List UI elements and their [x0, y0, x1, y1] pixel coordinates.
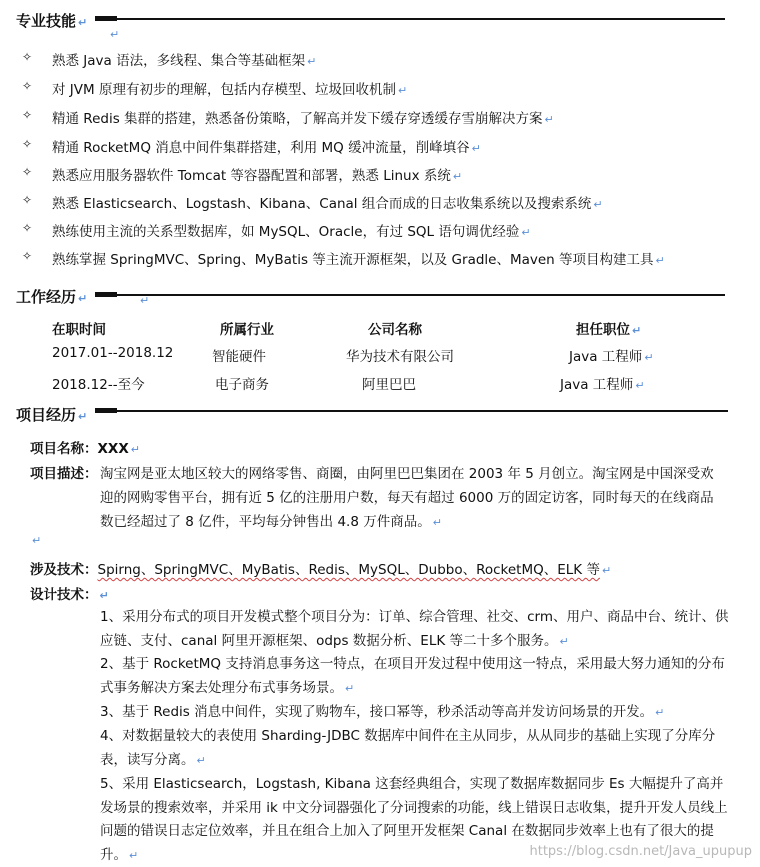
watermark: https://blog.csdn.net/Java_upupup — [529, 844, 752, 859]
return-mark: ↵ — [110, 28, 120, 41]
skill-item: 熟悉应用服务器软件 Tomcat 等容器配置和部署，熟悉 Linux 系统 ↵ — [52, 168, 463, 184]
design-item: 5、采用 Elasticsearch，Logstash, Kibana 这套经典组合，实现了数据库数据同步 Es 大幅提升了高并发场景的搜索效率，并采用 ik 中文分词器强化了分词搜索的功能，线上错误日志收集，提升开发人员线上问题的错误日志定位效率，并且在组合上加入了阿里开发框架 Canal 在数据同步效率上也有了很大的提升。 ↵ — [100, 776, 728, 863]
table-cell: Java 工程师 ↵ — [569, 349, 654, 365]
skill-item: 精通 Redis 集群的搭建，熟悉备份策略，了解高并发下缓存穿透缓存雪崩解决方案 ↵ — [52, 111, 554, 127]
table-header: 公司名称 — [368, 322, 422, 338]
project-desc-line: 淘宝网是亚太地区较大的网络零售、商圈，由阿里巴巴集团在 2003 年 5 月创立。淘宝网是中国深受欢 — [100, 466, 714, 482]
section-rule-skills — [95, 18, 725, 20]
section-title-skills: 专业技能 ↵ — [16, 12, 88, 30]
table-header: 所属行业 — [220, 322, 274, 338]
table-cell: 电子商务 — [215, 377, 269, 393]
table-cell: 2018.12--至今 — [52, 377, 145, 393]
design-item: 3、基于 Redis 消息中间件，实现了购物车，接口幂等，秒杀活动等高并发访问场景的开发。 ↵ — [100, 704, 665, 720]
section-rule-work — [95, 294, 725, 296]
skill-item: 熟练使用主流的关系型数据库，如 MySQL、Oracle，有过 SQL 语句调优经验 ↵ — [52, 224, 531, 240]
skill-item: 熟悉 Elasticsearch、Logstash、Kibana、Canal 组合而成的日志收集系统以及搜索系统 ↵ — [52, 196, 603, 212]
section-title-work: 工作经历 ↵ — [16, 288, 88, 306]
bullet-icon: ✧ — [22, 221, 33, 235]
project-design-label: 设计技术： ↵ — [30, 587, 109, 603]
bullet-icon: ✧ — [22, 193, 33, 207]
skill-item: 对 JVM 原理有初步的理解，包括内存模型、垃圾回收机制 ↵ — [52, 82, 408, 98]
table-header: 在职时间 — [52, 322, 106, 338]
table-cell: 2017.01--2018.12 — [52, 345, 174, 361]
bullet-icon: ✧ — [22, 50, 33, 64]
project-desc-line: 迎的网购零售平台，拥有近 5 亿的注册用户数，每天有超过 6000 万的固定访客，同时每天的在线商品 — [100, 490, 714, 506]
return-mark: ↵ — [32, 534, 42, 547]
skill-item: 熟练掌握 SpringMVC、Spring、MyBatis 等主流开源框架，以及 Gradle、Maven 等项目构建工具 ↵ — [52, 252, 665, 268]
skill-item: 精通 RocketMQ 消息中间件集群搭建，利用 MQ 缓冲流量，削峰填谷 ↵ — [52, 140, 481, 156]
table-cell: 阿里巴巴 — [362, 377, 416, 393]
section-rule-projects — [95, 410, 728, 412]
design-item: 1、采用分布式的项目开发模式整个项目分为：订单、综合管理、社交、crm、用户、商品中台、统计、供应链、支付、canal 阿里开源框架、odps 数据分析、ELK 等二十多个服务。 ↵ — [100, 609, 729, 649]
project-name: 项目名称：XXX ↵ — [30, 441, 140, 457]
table-cell: Java 工程师 ↵ — [560, 377, 645, 393]
bullet-icon: ✧ — [22, 165, 33, 179]
return-mark: ↵ — [140, 294, 150, 307]
section-title-projects: 项目经历 ↵ — [16, 406, 88, 424]
project-tech: 涉及技术：Spirng、SpringMVC、MyBatis、Redis、MySQL、Dubbo、RocketMQ、ELK 等 ↵ — [30, 562, 612, 578]
bullet-icon: ✧ — [22, 137, 33, 151]
table-cell: 智能硬件 — [212, 349, 266, 365]
table-header: 担任职位 ↵ — [576, 322, 642, 338]
bullet-icon: ✧ — [22, 249, 33, 263]
bullet-icon: ✧ — [22, 108, 33, 122]
bullet-icon: ✧ — [22, 79, 33, 93]
table-cell: 华为技术有限公司 — [346, 349, 454, 365]
project-desc-label: 项目描述： — [30, 466, 98, 482]
design-item: 2、基于 RocketMQ 支持消息事务这一特点，在项目开发过程中使用这一特点，采用最大努力通知的分布式事务解决方案去处理分布式事务场景。 ↵ — [100, 656, 725, 696]
design-item: 4、对数据量较大的表使用 Sharding-JDBC 数据库中间件在主从同步，从从同步的基础上实现了分库分表，读写分离。 ↵ — [100, 728, 716, 768]
skill-item: 熟悉 Java 语法，多线程、集合等基础框架 ↵ — [52, 53, 317, 69]
project-desc-line: 数已经超过了 8 亿件，平均每分钟售出 4.8 万件商品。 ↵ — [100, 514, 442, 530]
